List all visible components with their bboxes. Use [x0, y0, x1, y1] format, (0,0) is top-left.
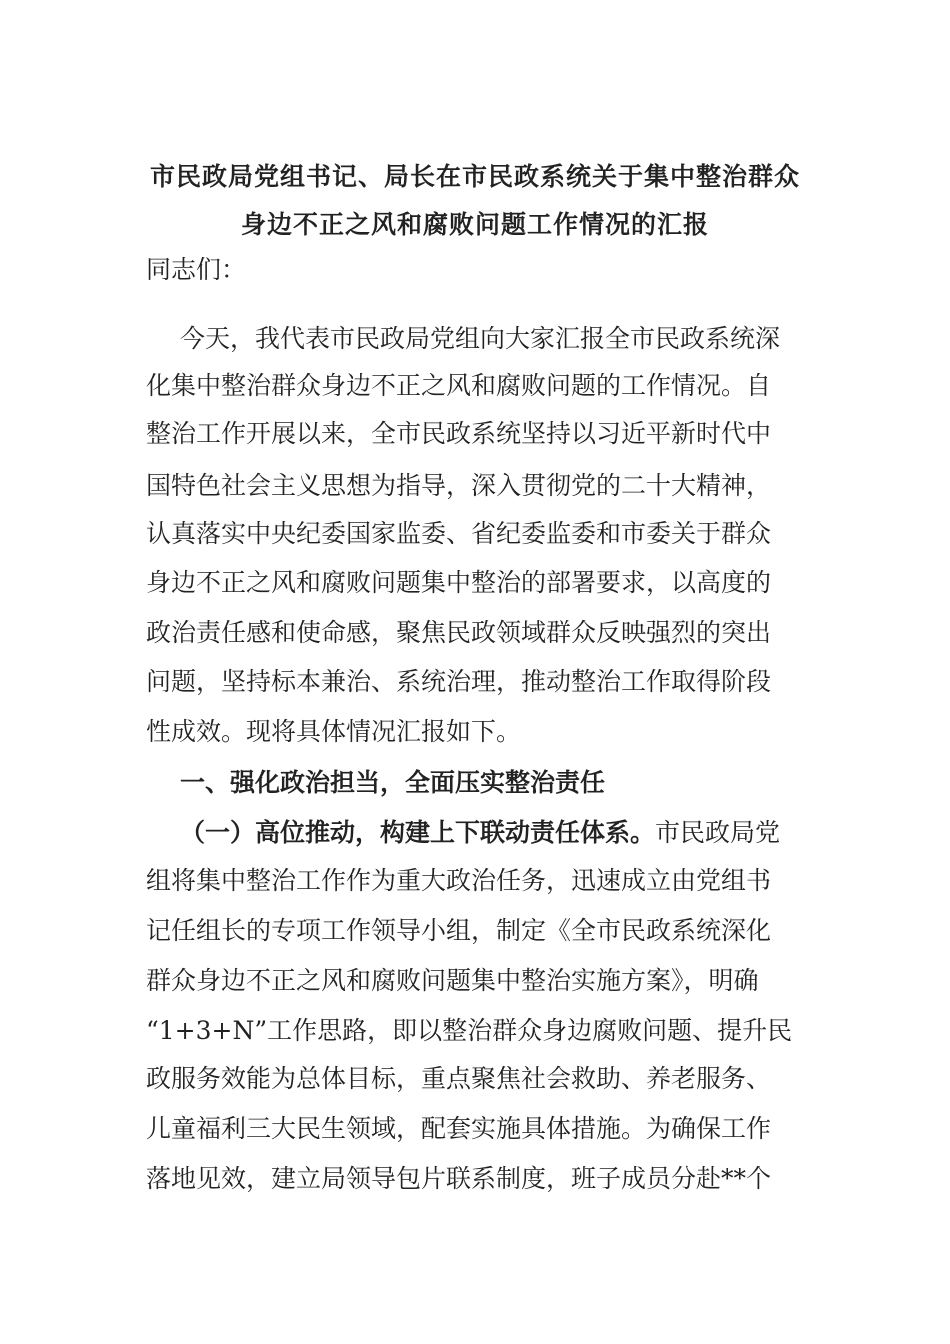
intro-line-6: 身边不正之风和腐败问题集中整治的部署要求，以高度的 [146, 568, 772, 597]
intro-line-4: 国特色社会主义思想为指导，深入贯彻党的二十大精神， [146, 471, 772, 500]
subsection-1-first-line [180, 809, 798, 857]
subsection-1-line-8: 落地见效，建立局领导包片联系制度，班子成员分赴**个 [146, 1164, 772, 1193]
intro-line-8: 问题，坚持标本兼治、系统治理，推动整治工作取得阶段 [146, 667, 772, 696]
intro-line-1: 今天，我代表市民政局党组向大家汇报全市民政系统深 [180, 324, 781, 353]
subsection-1-line-2: 组将集中整治工作作为重大政治任务，迅速成立由党组书 [146, 866, 772, 895]
section-heading-1: 一、强化政治担当，全面压实整治责任 [180, 768, 606, 797]
subsection-1-line-5: “1+3+N”工作思路，即以整治群众身边腐败问题、提升民 [146, 1016, 793, 1045]
intro-line-2: 化集中整治群众身边不正之风和腐败问题的工作情况。自 [146, 371, 772, 400]
subsection-1-line-7: 儿童福利三大民生领域，配套实施具体措施。为确保工作 [146, 1114, 772, 1143]
intro-line-7: 政治责任感和使命感，聚焦民政领域群众反映强烈的突出 [146, 618, 772, 647]
intro-line-9: 性成效。现将具体情况汇报如下。 [146, 717, 522, 746]
intro-line-3: 整治工作开展以来，全市民政系统坚持以习近平新时代中 [146, 419, 772, 448]
subsection-1-line-6: 政服务效能为总体目标，重点聚焦社会救助、养老服务、 [146, 1064, 772, 1093]
subsection-1-line-3: 记任组长的专项工作领导小组，制定《全市民政系统深化 [146, 916, 772, 945]
subsection-1-line-4: 群众身边不正之风和腐败问题集中整治实施方案》，明确 [146, 966, 759, 995]
document-title-line-2: 身边不正之风和腐败问题工作情况的汇报 [240, 210, 709, 239]
intro-line-5: 认真落实中央纪委国家监委、省纪委监委和市委关于群众 [146, 519, 772, 548]
subsection-1-first-line-text: 市民政局党 [655, 818, 781, 847]
salutation: 同志们： [146, 255, 247, 284]
subsection-1-heading: （一）高位推动，构建上下联动责任体系。 [180, 818, 656, 847]
document-title-line-1: 市民政局党组书记、局长在市民政系统关于集中整治群众 [149, 162, 800, 191]
